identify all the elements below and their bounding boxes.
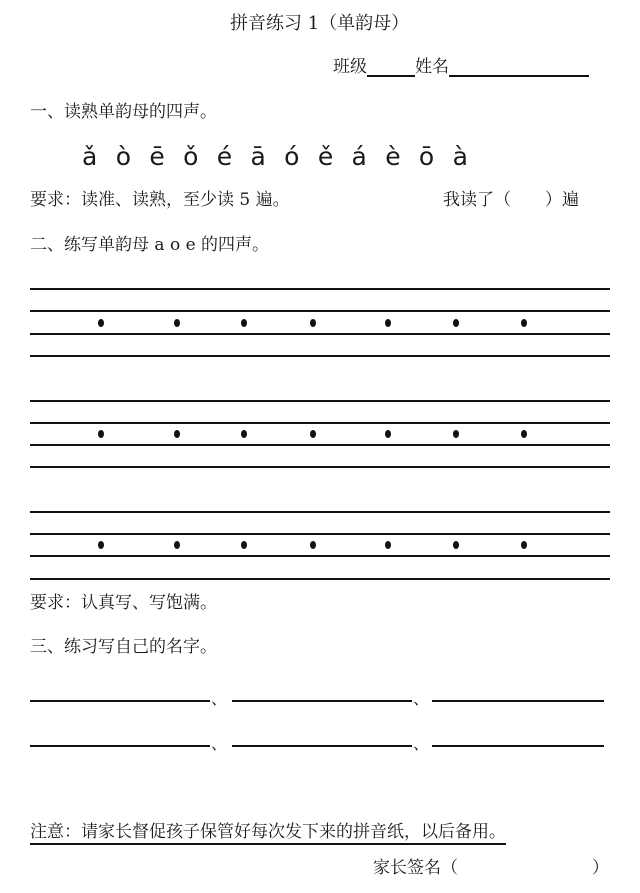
separator: 、	[413, 734, 430, 753]
writing-guide-line	[30, 333, 610, 335]
pinyin-item: á	[351, 142, 367, 171]
pinyin-item: ē	[149, 142, 165, 171]
writing-guide-line	[30, 355, 610, 357]
section1-requirement: 要求：读准、读熟，至少读 5 遍。	[30, 190, 290, 210]
pinyin-row	[82, 142, 486, 171]
writing-guide-line	[30, 444, 610, 446]
pinyin-item: ó	[284, 142, 300, 171]
writing-dot	[453, 430, 459, 438]
name-blank[interactable]	[232, 745, 412, 747]
writing-dot	[241, 541, 247, 549]
writing-dot	[521, 319, 527, 327]
name-blank[interactable]	[232, 700, 412, 702]
writing-guide-line	[30, 511, 610, 513]
name-blank[interactable]	[432, 745, 604, 747]
writing-dot	[521, 541, 527, 549]
class-blank[interactable]	[367, 57, 415, 77]
pinyin-item: à	[452, 142, 468, 171]
pinyin-item: ā	[250, 142, 266, 171]
section1-heading: 一、读熟单韵母的四声。	[30, 102, 217, 122]
writing-guide-line	[30, 578, 610, 580]
writing-guide-line	[30, 400, 610, 402]
writing-dot	[174, 319, 180, 327]
writing-dot	[453, 319, 459, 327]
writing-dot	[98, 430, 104, 438]
name-blank[interactable]	[449, 57, 589, 77]
writing-dot	[98, 319, 104, 327]
writing-dot	[241, 430, 247, 438]
writing-guide-line	[30, 310, 610, 312]
name-blank[interactable]	[30, 700, 210, 702]
read-count-field[interactable]: 我读了（ ）遍	[443, 190, 579, 210]
writing-guide-line	[30, 422, 610, 424]
pinyin-item: ǒ	[183, 142, 199, 171]
writing-dot	[310, 541, 316, 549]
section2-requirement: 要求：认真写、写饱满。	[30, 593, 217, 613]
class-label: 班级	[333, 57, 367, 77]
pinyin-item: è	[385, 142, 401, 171]
student-info	[333, 57, 589, 77]
name-blank[interactable]	[30, 745, 210, 747]
pinyin-item: ō	[418, 142, 435, 171]
parent-sign-close: ）	[592, 858, 609, 878]
separator: 、	[211, 734, 228, 753]
name-blank[interactable]	[432, 700, 604, 702]
section2-heading: 二、练写单韵母 a o e 的四声。	[30, 235, 270, 255]
writing-dot	[98, 541, 104, 549]
writing-dot	[174, 541, 180, 549]
parent-note: 注意：请家长督促孩子保管好每次发下来的拼音纸，以后备用。	[30, 817, 506, 845]
writing-guide-line	[30, 533, 610, 535]
separator: 、	[413, 689, 430, 708]
writing-dot	[174, 430, 180, 438]
parent-sign-label: 家长签名（	[373, 858, 458, 878]
worksheet-title: 拼音练习 1（单韵母）	[230, 13, 410, 34]
pinyin-item: ò	[115, 142, 131, 171]
writing-dot	[521, 430, 527, 438]
writing-dot	[241, 319, 247, 327]
writing-dot	[310, 319, 316, 327]
pinyin-item: ǎ	[82, 142, 98, 171]
separator: 、	[211, 689, 228, 708]
writing-guide-line	[30, 466, 610, 468]
writing-dot	[310, 430, 316, 438]
section3-heading: 三、练习写自己的名字。	[30, 637, 217, 657]
writing-dot	[385, 430, 391, 438]
name-label: 姓名	[415, 57, 449, 77]
pinyin-item: ě	[317, 142, 334, 171]
writing-dot	[385, 541, 391, 549]
pinyin-item: é	[216, 142, 233, 171]
writing-guide-line	[30, 288, 610, 290]
writing-dot	[453, 541, 459, 549]
writing-guide-line	[30, 555, 610, 557]
writing-dot	[385, 319, 391, 327]
